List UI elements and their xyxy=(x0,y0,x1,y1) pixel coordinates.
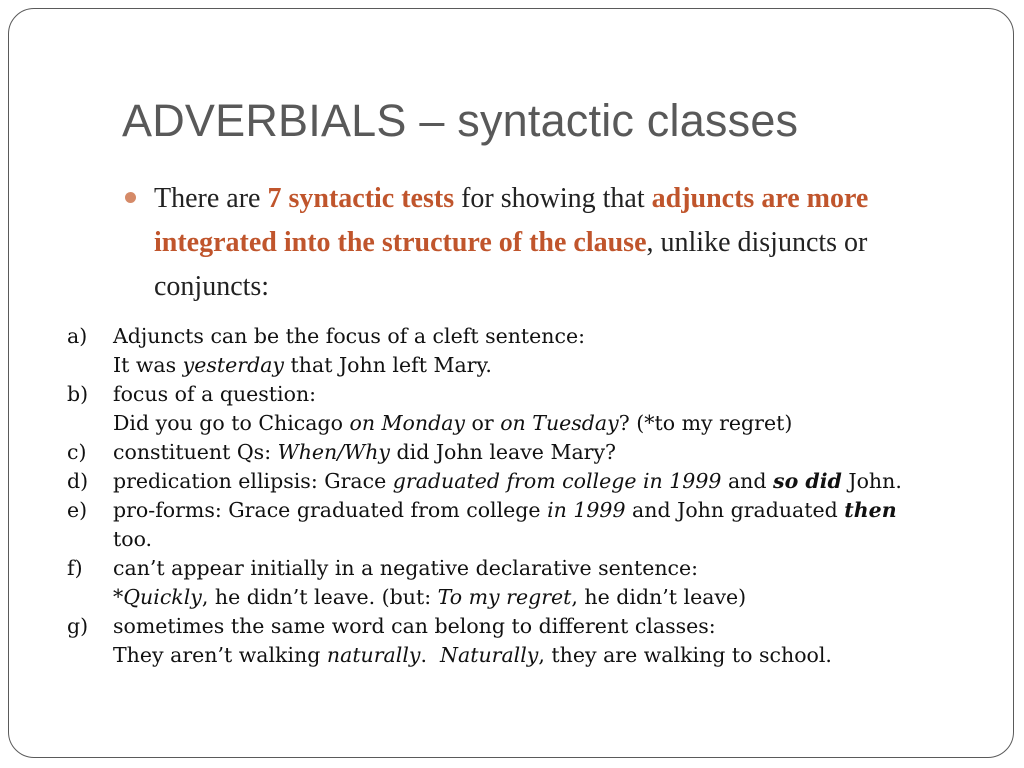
test-f-example xyxy=(113,583,746,612)
test-c-letter: c) xyxy=(67,440,87,464)
test-c-text-italic: When/Why xyxy=(277,440,390,464)
test-b-example-part: ? (*to my regret) xyxy=(618,411,793,435)
test-d-text-bold-italic: so did xyxy=(773,469,842,493)
intro-text xyxy=(154,177,965,309)
intro-text-5: , unlike disjuncts or conjuncts: xyxy=(154,227,868,302)
test-d-letter: d) xyxy=(67,469,89,493)
slide-frame xyxy=(8,8,1014,758)
test-e-text xyxy=(113,496,897,525)
test-b-line-2 xyxy=(67,409,1007,438)
test-a-letter: a) xyxy=(67,324,88,348)
test-b-line-1 xyxy=(67,380,1007,409)
test-d-text-italic: graduated from college in 1999 xyxy=(392,469,722,493)
test-g-example-italic: naturally xyxy=(326,643,421,667)
test-b-letter: b) xyxy=(67,382,89,406)
intro-highlight-tests: 7 syntactic tests xyxy=(267,183,455,214)
test-b-text: focus of a question: xyxy=(113,382,317,406)
test-f-letter: f) xyxy=(67,556,83,580)
intro-highlight-adjuncts: adjuncts are more integrated into the structure of the clause xyxy=(154,183,869,258)
test-c-text xyxy=(113,438,616,467)
test-g-example xyxy=(113,641,832,670)
test-g-line-1 xyxy=(67,612,1007,641)
test-g-letter: g) xyxy=(67,614,89,638)
intro-bullet xyxy=(125,177,965,309)
test-c-line-1 xyxy=(67,438,1007,467)
test-d-text-part: and xyxy=(721,469,774,493)
test-e-continuation: too. xyxy=(113,527,153,551)
test-d-text-part: John. xyxy=(841,469,902,493)
test-e-text-part: pro-forms: Grace graduated from college xyxy=(113,498,548,522)
test-f-example-part: , he didn’t leave) xyxy=(571,585,747,609)
test-b-example-italic: on Tuesday xyxy=(500,411,619,435)
test-e-text-bold-italic: then xyxy=(844,498,897,522)
slide-title: ADVERBIALS – syntactic classes xyxy=(122,95,799,146)
test-a-example-part: that John left Mary. xyxy=(284,353,492,377)
test-e-text-italic: in 1999 xyxy=(547,498,626,522)
test-g-line-2 xyxy=(67,641,1007,670)
intro-text-3: for showing that xyxy=(454,183,652,214)
test-b-example xyxy=(113,409,792,438)
test-e-line-1 xyxy=(67,496,1007,525)
test-a-line-2 xyxy=(67,351,1007,380)
test-e-letter: e) xyxy=(67,498,88,522)
test-d-text xyxy=(113,467,902,496)
test-d-text-part: predication ellipsis: Grace xyxy=(113,469,393,493)
test-a-example xyxy=(113,351,492,380)
test-g-example-part: They aren’t walking xyxy=(113,643,327,667)
test-g-example-part: . xyxy=(420,643,441,667)
test-a-text: Adjuncts can be the focus of a cleft sentence: xyxy=(113,324,586,348)
test-c-text-part: constituent Qs: xyxy=(113,440,278,464)
test-f-line-1 xyxy=(67,554,1007,583)
test-b-example-part: or xyxy=(465,411,501,435)
test-a-example-part: It was xyxy=(113,353,183,377)
test-g-example-part: , they are walking to school. xyxy=(538,643,832,667)
test-g-example-italic: Naturally xyxy=(440,643,539,667)
test-f-line-2 xyxy=(67,583,1007,612)
test-g-text: sometimes the same word can belong to different classes: xyxy=(113,614,716,638)
test-c-text-part: did John leave Mary? xyxy=(390,440,617,464)
test-f-text: can’t appear initially in a negative declarative sentence: xyxy=(113,556,699,580)
intro-text-1: There are xyxy=(154,183,268,214)
test-b-example-part: Did you go to Chicago xyxy=(113,411,350,435)
test-f-example-italic: To my regret xyxy=(437,585,572,609)
test-f-example-italic: *Quickly xyxy=(113,585,202,609)
test-a-example-italic: yesterday xyxy=(182,353,285,377)
test-e-text-part: and John graduated xyxy=(625,498,845,522)
tests-list xyxy=(67,322,1007,670)
test-e-line-2 xyxy=(67,525,1007,554)
test-a-line-1 xyxy=(67,322,1007,351)
test-d-line-1 xyxy=(67,467,1007,496)
test-f-example-part: , he didn’t leave. (but: xyxy=(201,585,438,609)
test-b-example-italic: on Monday xyxy=(349,411,466,435)
bullet-dot-icon xyxy=(125,192,136,203)
